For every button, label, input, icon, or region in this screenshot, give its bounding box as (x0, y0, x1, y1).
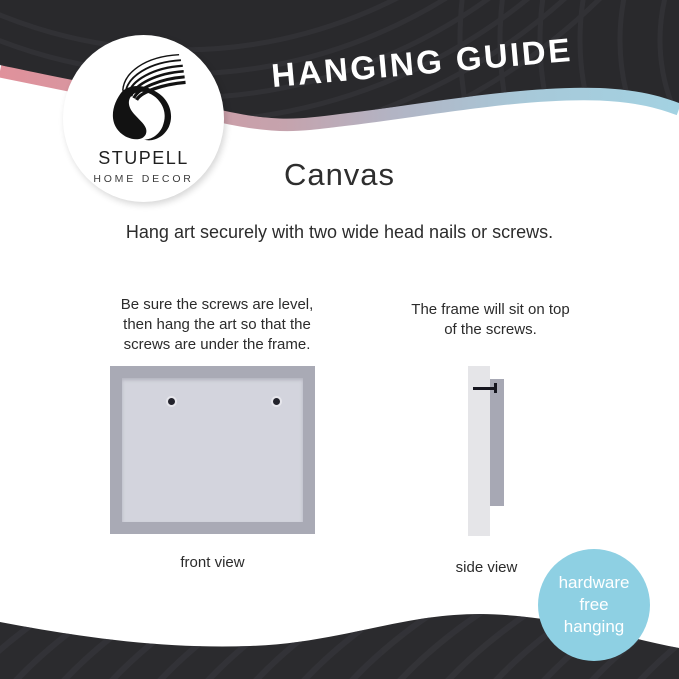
side-view-instruction (393, 300, 588, 340)
brand-name: STUPELL (98, 148, 189, 168)
brand-tagline: HOME DECOR (93, 173, 194, 185)
left-nail-icon (168, 398, 175, 405)
side-nail-shaft-icon (473, 387, 496, 390)
side-view-wall-illustration (468, 366, 490, 536)
front-view-frame-illustration (110, 366, 315, 534)
front-view-caption: front view (180, 554, 245, 571)
side-view-frame-illustration (490, 379, 504, 506)
side-instruction-line-1: The frame will sit on top (411, 301, 570, 318)
s-swirl-icon (97, 51, 191, 147)
front-view-canvas (122, 378, 303, 522)
brand-logo (63, 35, 224, 202)
badge-line-1: hardware (558, 573, 630, 592)
badge-line-3: hanging (563, 617, 625, 636)
right-nail-icon (273, 398, 280, 405)
badge-line-2: free (579, 595, 609, 614)
side-view-caption: side view (455, 559, 518, 576)
banner-title: HANGING GUIDE (269, 30, 574, 95)
side-nail-head-icon (494, 383, 497, 393)
hardware-free-badge (538, 549, 650, 661)
front-view-instruction (88, 295, 346, 355)
page-subtitle: Hang art securely with two wide head nails or screws. (125, 222, 554, 242)
front-instruction-line-3: screws are under the frame. (123, 336, 311, 353)
page-title: Canvas (283, 157, 396, 192)
front-instruction-line-2: then hang the art so that the (123, 316, 311, 333)
side-instruction-line-2: of the screws. (444, 321, 537, 338)
front-instruction-line-1: Be sure the screws are level, (120, 296, 314, 313)
